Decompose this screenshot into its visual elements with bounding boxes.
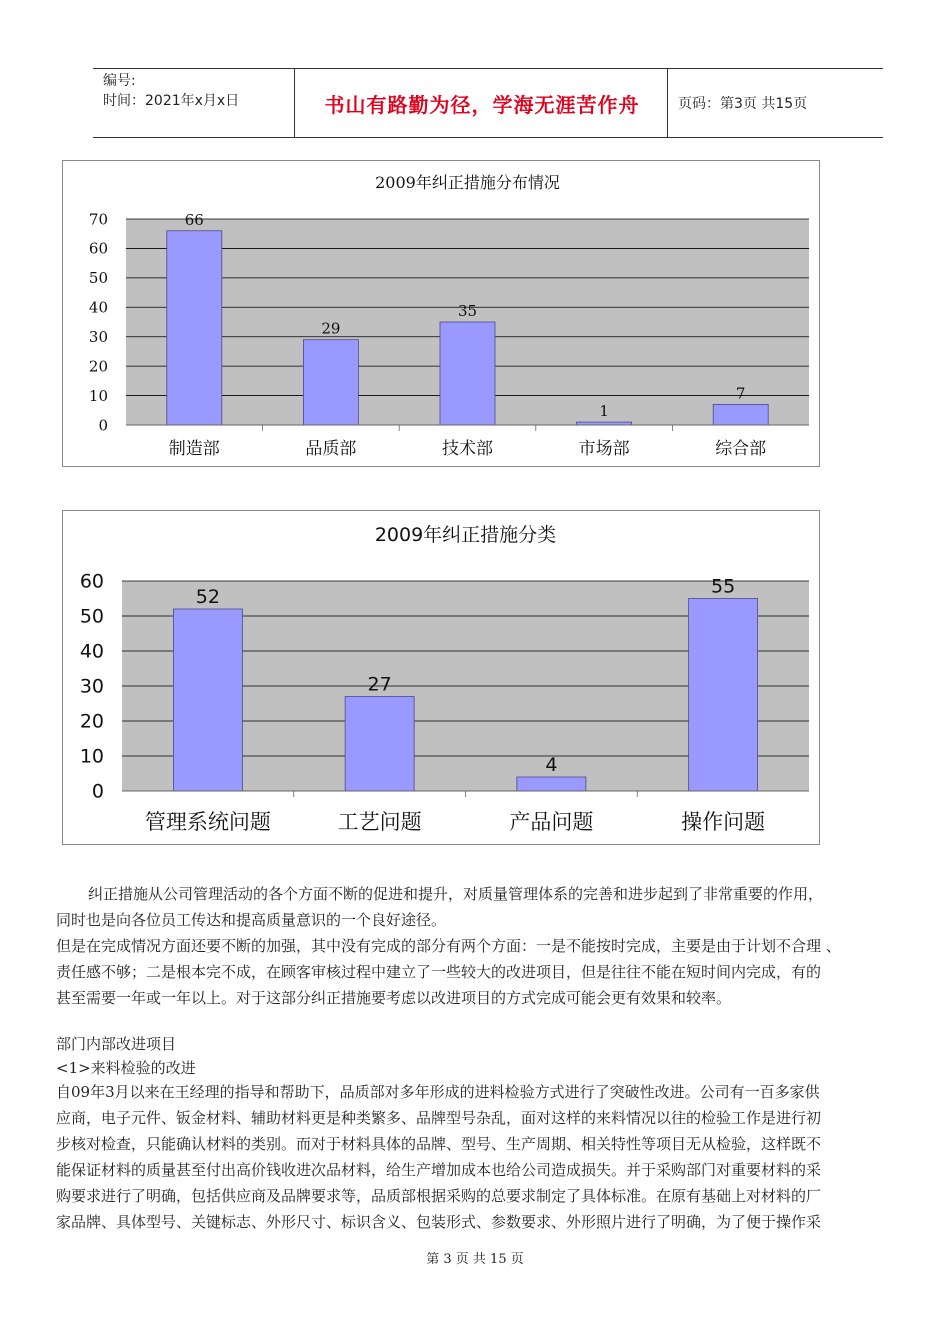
- chart-distribution: [62, 160, 820, 467]
- page-footer: 第 3 页 共 15 页: [426, 1252, 524, 1267]
- y-tick-label: 60: [88, 239, 108, 258]
- chart-title: 2009年纠正措施分类: [374, 524, 557, 546]
- data-label: 66: [184, 210, 204, 229]
- header-meta: [103, 71, 239, 111]
- chart-classification-svg: [63, 511, 819, 844]
- time-label: 时间：2021年x月x日: [103, 93, 240, 109]
- y-tick-label: 40: [88, 298, 108, 317]
- y-tick-label: 30: [79, 675, 104, 698]
- text-line: 步核对检查，只能确认材料的类别。而对于材料具体的品牌、型号、生产周期、相关特性等项目无从检验，这样既不: [56, 1135, 822, 1153]
- bar: [517, 777, 586, 791]
- chart-classification: [62, 510, 820, 845]
- y-tick-label: 0: [98, 416, 108, 435]
- data-label: 55: [711, 575, 736, 598]
- text-line: 纠正措施从公司管理活动的各个方面不断的促进和提升，对质量管理体系的完善和进步起到了非常重要的作用，: [88, 885, 824, 903]
- text-line: 能保证材料的质量甚至付出高价钱收进次品材料，给生产增加成本也给公司造成损失。并于采购部门对重要材料的采: [56, 1161, 822, 1179]
- data-label: 35: [457, 302, 478, 320]
- x-tick-label: 品质部: [305, 439, 357, 459]
- text-line: 但是在完成情况方面还要不断的加强，其中没有完成的部分有两个方面：一是不能按时完成，主要是由于计划不合理 、: [56, 937, 841, 955]
- x-tick-label: 操作问题: [681, 810, 766, 834]
- text-line: 自09年3月以来在王经理的指导和帮助下，品质部对多年形成的进料检验方式进行了突破性改进。公司有一百多家供: [56, 1083, 820, 1101]
- y-tick-label: 20: [88, 357, 108, 376]
- y-tick-label: 20: [79, 710, 104, 733]
- bar: [173, 609, 242, 791]
- bar: [713, 404, 768, 425]
- y-tick-label: 0: [91, 780, 104, 803]
- paragraph-2: [56, 933, 886, 1011]
- data-label: 27: [367, 673, 392, 696]
- y-tick-label: 50: [79, 605, 104, 628]
- data-label: 29: [321, 319, 341, 338]
- bar: [689, 599, 758, 792]
- text-line: 家品牌、具体型号、关键标志、外形尺寸、标识含义、包装形式、参数要求、外形照片进行了明确，为了便于操作采: [56, 1213, 822, 1231]
- bar: [440, 322, 495, 425]
- x-tick-label: 工艺问题: [337, 810, 422, 834]
- x-tick-label: 管理系统问题: [144, 810, 271, 834]
- y-tick-label: 60: [79, 570, 104, 593]
- chart-distribution-svg: [63, 161, 819, 466]
- subsection-title: <1>来料检验的改进: [56, 1059, 196, 1077]
- text-line: 应商，电子元件、钣金材料、辅助材料更是种类繁多、品牌型号杂乱，面对这样的来料情况以往的检验工作是进行初: [56, 1109, 822, 1127]
- text-line: 同时也是向各位员工传达和提高质量意识的一个良好途径。: [56, 911, 447, 929]
- y-tick-label: 40: [79, 640, 104, 663]
- header-page-info: 页码：第3页 共15页: [678, 96, 808, 112]
- y-tick-label: 70: [88, 210, 108, 229]
- paragraph-3: [56, 1079, 886, 1235]
- y-tick-label: 10: [79, 745, 104, 768]
- header-motto: 书山有路勤为径，学海无涯苦作舟: [324, 92, 640, 117]
- x-tick-label: 技术部: [442, 439, 493, 459]
- header-divider: [667, 69, 668, 137]
- text-line: 责任感不够；二是根本完不成，在顾客审核过程中建立了一些较大的改进项目，但是往往不能在短时间内完成，有的: [56, 963, 822, 981]
- section-title: 部门内部改进项目: [56, 1035, 177, 1053]
- data-label: 4: [545, 754, 558, 776]
- text-line: 甚至需要一年或一年以上。对于这部分纠正措施要考虑以改进项目的方式完成可能会更有效果和较率。: [56, 989, 732, 1007]
- data-label: 1: [599, 402, 609, 421]
- x-tick-label: 综合部: [715, 439, 767, 459]
- data-label: 52: [195, 586, 220, 608]
- text-line: 购要求进行了明确，包括供应商及品牌要求等，品质部根据采购的总要求制定了具体标准。在原有基础上对材料的厂: [56, 1187, 822, 1205]
- data-label: 7: [735, 384, 746, 403]
- x-tick-label: 制造部: [168, 439, 220, 459]
- bar: [345, 697, 414, 792]
- paragraph-1: [56, 881, 918, 933]
- bar: [167, 231, 222, 425]
- bar: [303, 340, 358, 425]
- y-tick-label: 50: [88, 269, 108, 288]
- chart-title: 2009年纠正措施分布情况: [375, 173, 560, 192]
- header-divider: [294, 69, 295, 137]
- y-tick-label: 10: [88, 386, 108, 405]
- x-tick-label: 产品问题: [509, 810, 594, 834]
- page-header: [93, 68, 883, 138]
- number-label: 编号:: [103, 73, 136, 89]
- x-tick-label: 市场部: [578, 439, 630, 459]
- y-tick-label: 30: [88, 327, 108, 346]
